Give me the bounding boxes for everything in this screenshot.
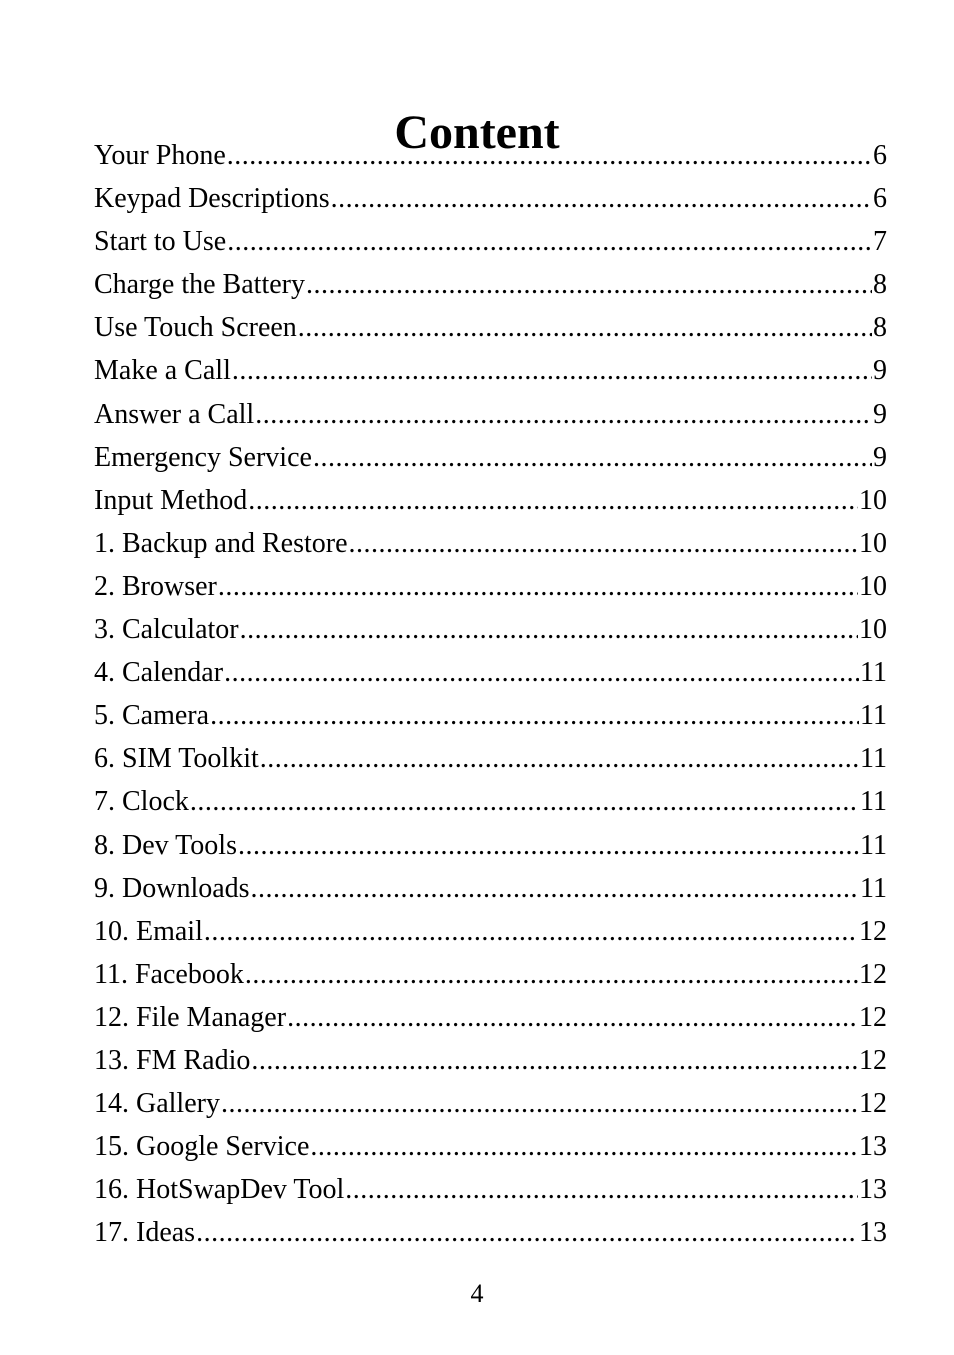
page-number: 4 <box>470 1279 484 1308</box>
toc-entry[interactable] <box>94 220 887 263</box>
toc-entry-title: Your Phone <box>94 140 226 171</box>
toc-dot-leader <box>227 220 872 263</box>
toc-entry-page: 11 <box>860 700 887 732</box>
toc-entry-page: 12 <box>859 915 887 947</box>
toc-dot-leader <box>232 349 872 392</box>
toc-entry-page: 13 <box>859 1217 887 1249</box>
toc-entry-title: 15. Google Service <box>94 1131 310 1163</box>
toc-entry-title: Answer a Call <box>94 398 255 430</box>
toc-dot-leader <box>245 953 858 996</box>
toc-entry-title: 11. Facebook <box>94 958 244 990</box>
toc-entry[interactable] <box>94 306 887 349</box>
toc-dot-leader <box>313 436 872 479</box>
toc-dot-leader <box>227 134 872 177</box>
toc-entry-title: Emergency Service <box>94 441 312 473</box>
toc-dot-leader <box>251 867 859 910</box>
toc-entry[interactable] <box>94 393 887 436</box>
toc-entry-page: 11 <box>860 743 887 775</box>
toc-dot-leader <box>221 1082 858 1125</box>
toc-entry-page: 7 <box>873 226 887 258</box>
toc-entry-title: 2. Browser <box>94 570 217 602</box>
toc-dot-leader <box>298 306 872 349</box>
toc-entry-title: Make a Call <box>94 355 231 387</box>
toc-entry[interactable] <box>94 1039 887 1082</box>
toc-entry-title: 17. Ideas <box>94 1217 196 1249</box>
toc-entry-title: 14. Gallery <box>94 1088 220 1120</box>
toc-entry-title: 4. Calendar <box>94 657 224 689</box>
toc-dot-leader <box>306 263 872 306</box>
toc-entry[interactable] <box>94 349 887 392</box>
toc-entry[interactable] <box>94 867 887 910</box>
toc-dot-leader <box>287 996 858 1039</box>
toc-entry[interactable] <box>94 565 887 608</box>
toc-entry-page: 6 <box>873 140 887 171</box>
toc-entry-title: 8. Dev Tools <box>94 829 237 861</box>
toc-entry-page: 10 <box>859 527 887 559</box>
toc-dot-leader <box>218 565 858 608</box>
toc-entry-page: 10 <box>859 614 887 646</box>
toc-dot-leader <box>238 824 859 867</box>
toc-entry-page: 9 <box>873 441 887 473</box>
toc-entry-page: 11 <box>860 786 887 818</box>
toc-entry-page: 6 <box>873 183 887 215</box>
toc-dot-leader <box>260 737 859 780</box>
toc-entry-title: 13. FM Radio <box>94 1044 251 1076</box>
toc-entry[interactable] <box>94 1125 887 1168</box>
toc-entry-page: 13 <box>859 1131 887 1163</box>
toc-entry[interactable] <box>94 177 887 220</box>
toc-dot-leader <box>349 522 859 565</box>
toc-entry-title: 5. Camera <box>94 700 210 732</box>
toc-entry-page: 8 <box>873 312 887 344</box>
toc-entry-title: 7. Clock <box>94 786 189 818</box>
toc-dot-leader <box>331 177 872 220</box>
toc-dot-leader <box>224 651 859 694</box>
toc-entry[interactable] <box>94 737 887 780</box>
toc-dot-leader <box>345 1168 858 1211</box>
toc-dot-leader <box>240 608 858 651</box>
toc-entry[interactable] <box>94 996 887 1039</box>
toc-dot-leader <box>204 910 858 953</box>
toc-dot-leader <box>310 1125 858 1168</box>
toc-entry-page: 13 <box>859 1174 887 1206</box>
toc-entry-page: 12 <box>859 1088 887 1120</box>
toc-entry[interactable] <box>94 694 887 737</box>
toc-dot-leader <box>251 1039 858 1082</box>
toc-entry[interactable] <box>94 910 887 953</box>
toc-entry[interactable] <box>94 134 887 177</box>
toc-entry-page: 11 <box>860 657 887 689</box>
toc-dot-leader <box>248 479 858 522</box>
toc-entry[interactable] <box>94 608 887 651</box>
toc-entry-page: 9 <box>873 398 887 430</box>
toc-entry-title: Use Touch Screen <box>94 312 297 344</box>
table-of-contents <box>94 134 887 1254</box>
toc-entry[interactable] <box>94 953 887 996</box>
toc-entry[interactable] <box>94 1211 887 1254</box>
toc-entry-title: 12. File Manager <box>94 1001 287 1033</box>
toc-entry-title: Keypad Descriptions <box>94 183 330 215</box>
toc-entry-page: 11 <box>860 872 887 904</box>
toc-dot-leader <box>190 780 859 823</box>
toc-entry[interactable] <box>94 1082 887 1125</box>
toc-entry-page: 12 <box>859 958 887 990</box>
toc-entry[interactable] <box>94 436 887 479</box>
toc-entry-title: 3. Calculator <box>94 614 239 646</box>
toc-entry-page: 12 <box>859 1001 887 1033</box>
toc-dot-leader <box>255 393 872 436</box>
toc-entry-title: Input Method <box>94 484 248 516</box>
toc-entry[interactable] <box>94 651 887 694</box>
toc-entry[interactable] <box>94 1168 887 1211</box>
toc-entry-title: Charge the Battery <box>94 269 305 301</box>
toc-entry-title: 1. Backup and Restore <box>94 527 348 559</box>
toc-entry-page: 10 <box>859 484 887 516</box>
toc-entry[interactable] <box>94 780 887 823</box>
toc-entry[interactable] <box>94 479 887 522</box>
toc-entry-page: 9 <box>873 355 887 387</box>
toc-entry-title: 10. Email <box>94 915 203 947</box>
toc-entry[interactable] <box>94 263 887 306</box>
toc-entry-page: 12 <box>859 1044 887 1076</box>
toc-entry-page: 10 <box>859 570 887 602</box>
toc-entry-page: 8 <box>873 269 887 301</box>
toc-entry[interactable] <box>94 522 887 565</box>
page-title: Content <box>394 106 560 160</box>
toc-entry-title: 16. HotSwapDev Tool <box>94 1174 345 1206</box>
toc-dot-leader <box>196 1211 858 1254</box>
toc-entry-title: 9. Downloads <box>94 872 250 904</box>
toc-entry-title: Start to Use <box>94 226 227 258</box>
toc-entry-title: 6. SIM Toolkit <box>94 743 259 775</box>
toc-entry-page: 11 <box>860 829 887 861</box>
toc-entry[interactable] <box>94 824 887 867</box>
toc-dot-leader <box>210 694 859 737</box>
